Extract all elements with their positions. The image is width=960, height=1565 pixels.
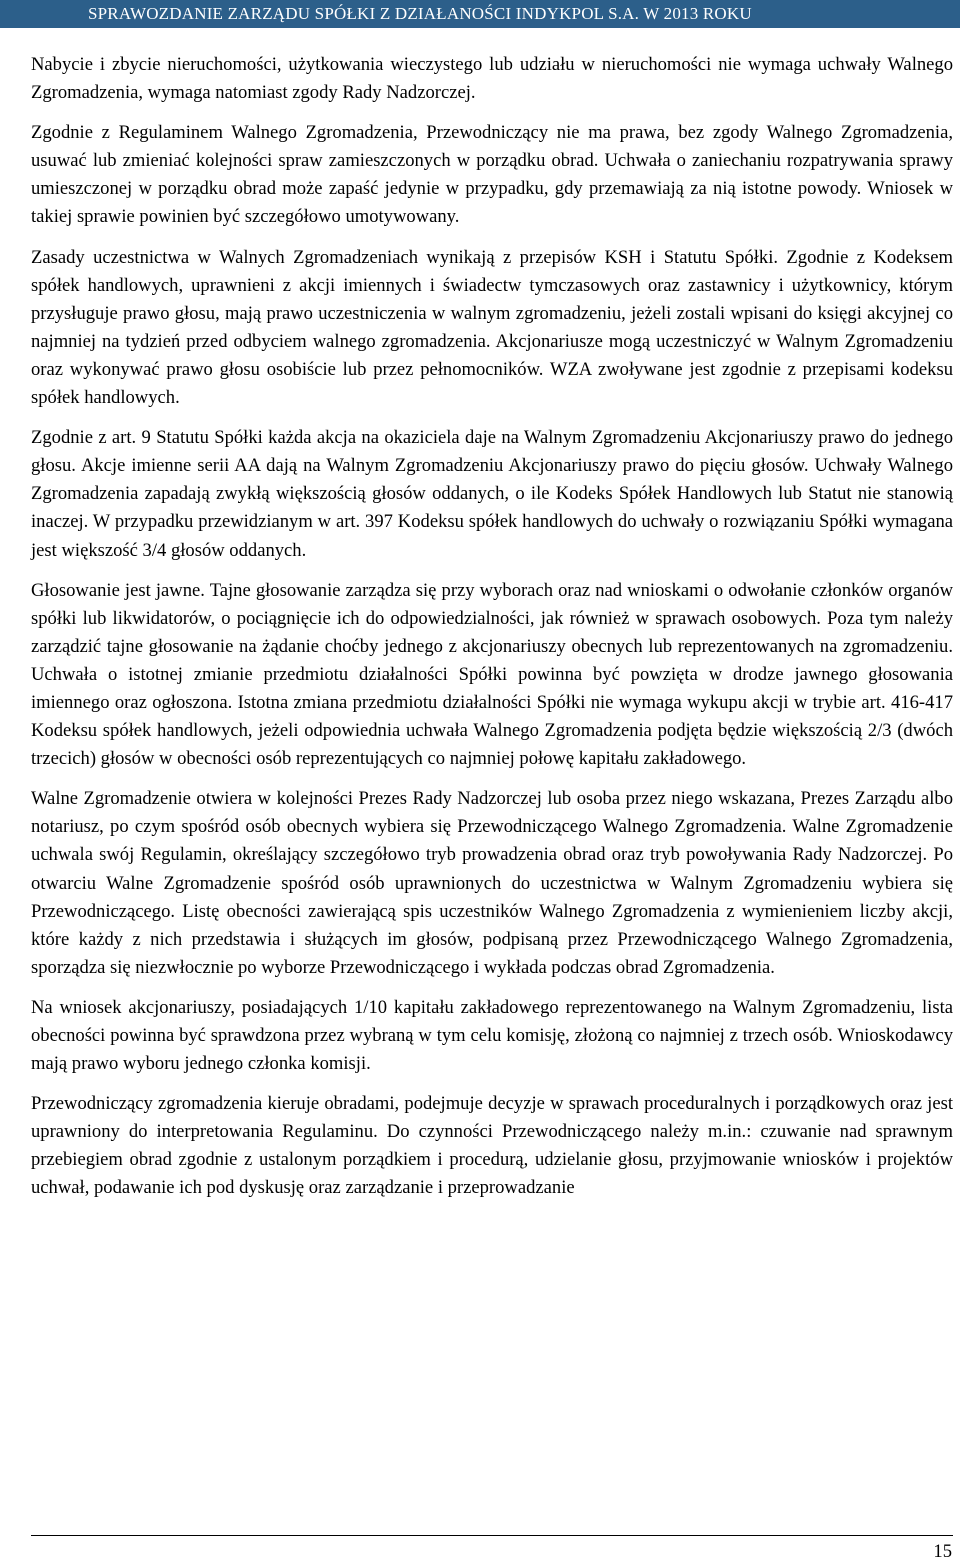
paragraph-chairman-duties: Przewodniczący zgromadzenia kieruje obradami, podejmuje decyzje w sprawach proceduralnych i porządkowych oraz jest uprawniony do interpretowania Regulaminu. Do czynności Przewodniczącego należy m.in.: czuwanie nad sprawnym przebiegiem obrad zgodnie z ustalonym porządkiem i procedurą, udzielanie głosu, przyjmowanie wniosków i projektów uchwał, podawanie ich pod dyskusję oraz zarządzanie i przeprowadzanie (31, 1093, 953, 1199)
footer-divider (31, 1535, 953, 1536)
report-title: SPRAWOZDANIE ZARZĄDU SPÓŁKI Z DZIAŁANOŚCI INDYKPOL S.A. W 2013 ROKU (88, 4, 752, 23)
page-number: 15 (933, 1541, 952, 1562)
paragraph-attendance-commission: Na wniosek akcjonariuszy, posiadających 1/10 kapitału zakładowego reprezentowanego na Walnym Zgromadzeniu, lista obecności powinna być sprawdzona przez wybraną w tym celu komisję, złożoną co najmniej z trzech osób. Wnioskodawcy mają prawo wyboru jednego członka komisji. (31, 996, 953, 1075)
paragraph-real-estate: Nabycie i zbycie nieruchomości, użytkowania wieczystego lub udziału w nieruchomości nie wymaga uchwały Walnego Zgromadzenia, wymaga natomiast zgody Rady Nadzorczej. (31, 54, 953, 104)
paragraph-agenda-rules: Zgodnie z Regulaminem Walnego Zgromadzenia, Przewodniczący nie ma prawa, bez zgody Walnego Zgromadzenia, usuwać lub zmieniać kolejności spraw zamieszczonych w porządku obrad. Uchwała o zaniechaniu rozpatrywania sprawy umieszczonej w porządku obrad może zapaść jedynie w przypadku, gdy przemawiają za nią istotne powody. Wniosek w takiej sprawie powinien być szczegółowo umotywowany. (31, 122, 953, 228)
paragraph-meeting-opening: Walne Zgromadzenie otwiera w kolejności Prezes Rady Nadzorczej lub osoba przez niego wskazana, Prezes Zarządu albo notariusz, po czym spośród osób obecnych wybiera się Przewodniczącego Walnego Zgromadzenia. Walne Zgromadzenie uchwala swój Regulamin, określający szczegółowo tryb prowadzenia obrad oraz tryb powoływania Rady Nadzorczej. Po otwarciu Walne Zgromadzenie spośród osób uprawnionych do uczestnictwa w Walnym Zgromadzeniu wybiera się Przewodniczącego. Listę obecności zawierającą spis uczestników Walnego Zgromadzenia z wymienieniem liczby akcji, które każdy z nich przedstawia i służących im głosów, podpisaną przez Przewodniczącego Walnego Zgromadzenia, sporządza się niezwłocznie po wyborze Przewodniczącego i wykłada podczas obrad Zgromadzenia. (31, 788, 953, 978)
page-header-bar (0, 0, 960, 28)
document-body (31, 51, 953, 1215)
paragraph-voting-rights: Zgodnie z art. 9 Statutu Spółki każda akcja na okaziciela daje na Walnym Zgromadzeniu Akcjonariuszy prawo do jednego głosu. Akcje imienne serii AA dają na Walnym Zgromadzeniu Akcjonariuszy prawo do pięciu głosów. Uchwały Walnego Zgromadzenia zapadają zwykłą większością głosów oddanych, o ile Kodeks Spółek Handlowych lub Statut nie stanowią inaczej. W przypadku przewidzianym w art. 397 Kodeksu spółek handlowych do uchwały o rozwiązaniu Spółki wymagana jest większość 3/4 głosów oddanych. (31, 427, 953, 561)
paragraph-participation: Zasady uczestnictwa w Walnych Zgromadzeniach wynikają z przepisów KSH i Statutu Spółki. Zgodnie z Kodeksem spółek handlowych, uprawnieni z akcji imiennych i świadectw tymczasowych oraz zastawnicy i użytkownicy, którym przysługuje prawo głosu, mają prawo uczestniczenia w walnym zgromadzeniu, jeżeli zostali wpisani do księgi akcyjnej co najmniej na tydzień przed odbyciem walnego zgromadzenia. Akcjonariusze mogą uczestniczyć w Walnym Zgromadzeniu oraz wykonywać prawo głosu osobiście lub przez pełnomocników. WZA zwoływane jest zgodnie z przepisami kodeksu spółek handlowych. (31, 246, 953, 409)
paragraph-voting-procedure: Głosowanie jest jawne. Tajne głosowanie zarządza się przy wyborach oraz nad wnioskami o odwołanie członków organów spółki lub likwidatorów, o pociągnięcie ich do odpowiedzialności, jak również w sprawach osobowych. Poza tym należy zarządzić tajne głosowanie na żądanie choćby jednego z akcjonariuszy obecnych lub reprezentowanych na zgromadzeniu. Uchwała o istotnej zmianie przedmiotu działalności Spółki powinna być powzięta w drodze jawnego głosowania imiennego oraz ogłoszona. Istotna zmiana przedmiotu działalności Spółki nie wymaga wykupu akcji w trybie art. 416-417 Kodeksu spółek handlowych, jeżeli odpowiednia uchwała Walnego Zgromadzenia podjęta będzie większością 2/3 (dwóch trzecich) głosów w obecności osób reprezentujących co najmniej połowę kapitału zakładowego. (31, 579, 953, 770)
